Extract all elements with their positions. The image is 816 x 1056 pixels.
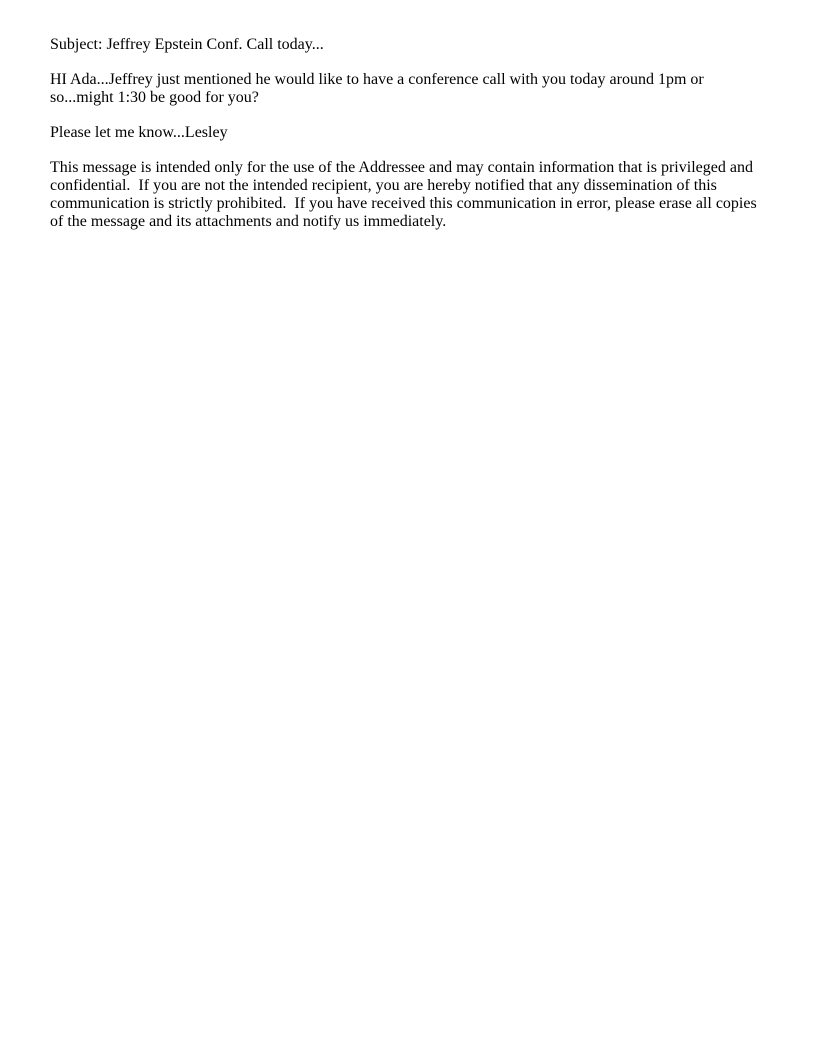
disclaimer-line: confidential. If you are not the intended recipient, you are hereby notified that any dissemination of this [50,177,717,194]
signoff-paragraph [50,124,770,142]
disclaimer-paragraph [50,159,770,231]
signoff-line: Please let me know...Lesley [50,124,228,141]
email-subject: Subject: Jeffrey Epstein Conf. Call today... [50,36,324,53]
subject-paragraph [50,36,770,54]
message-line: so...might 1:30 be good for you? [50,89,259,106]
disclaimer-line: This message is intended only for the use of the Addressee and may contain information that is privileged and [50,159,753,176]
disclaimer-line: of the message and its attachments and notify us immediately. [50,213,447,230]
message-line: HI Ada...Jeffrey just mentioned he would like to have a conference call with you today around 1pm or [50,71,704,88]
email-content [50,36,770,248]
disclaimer-line: communication is strictly prohibited. If you have received this communication in error, please erase all copies [50,195,757,212]
message-paragraph [50,71,770,107]
